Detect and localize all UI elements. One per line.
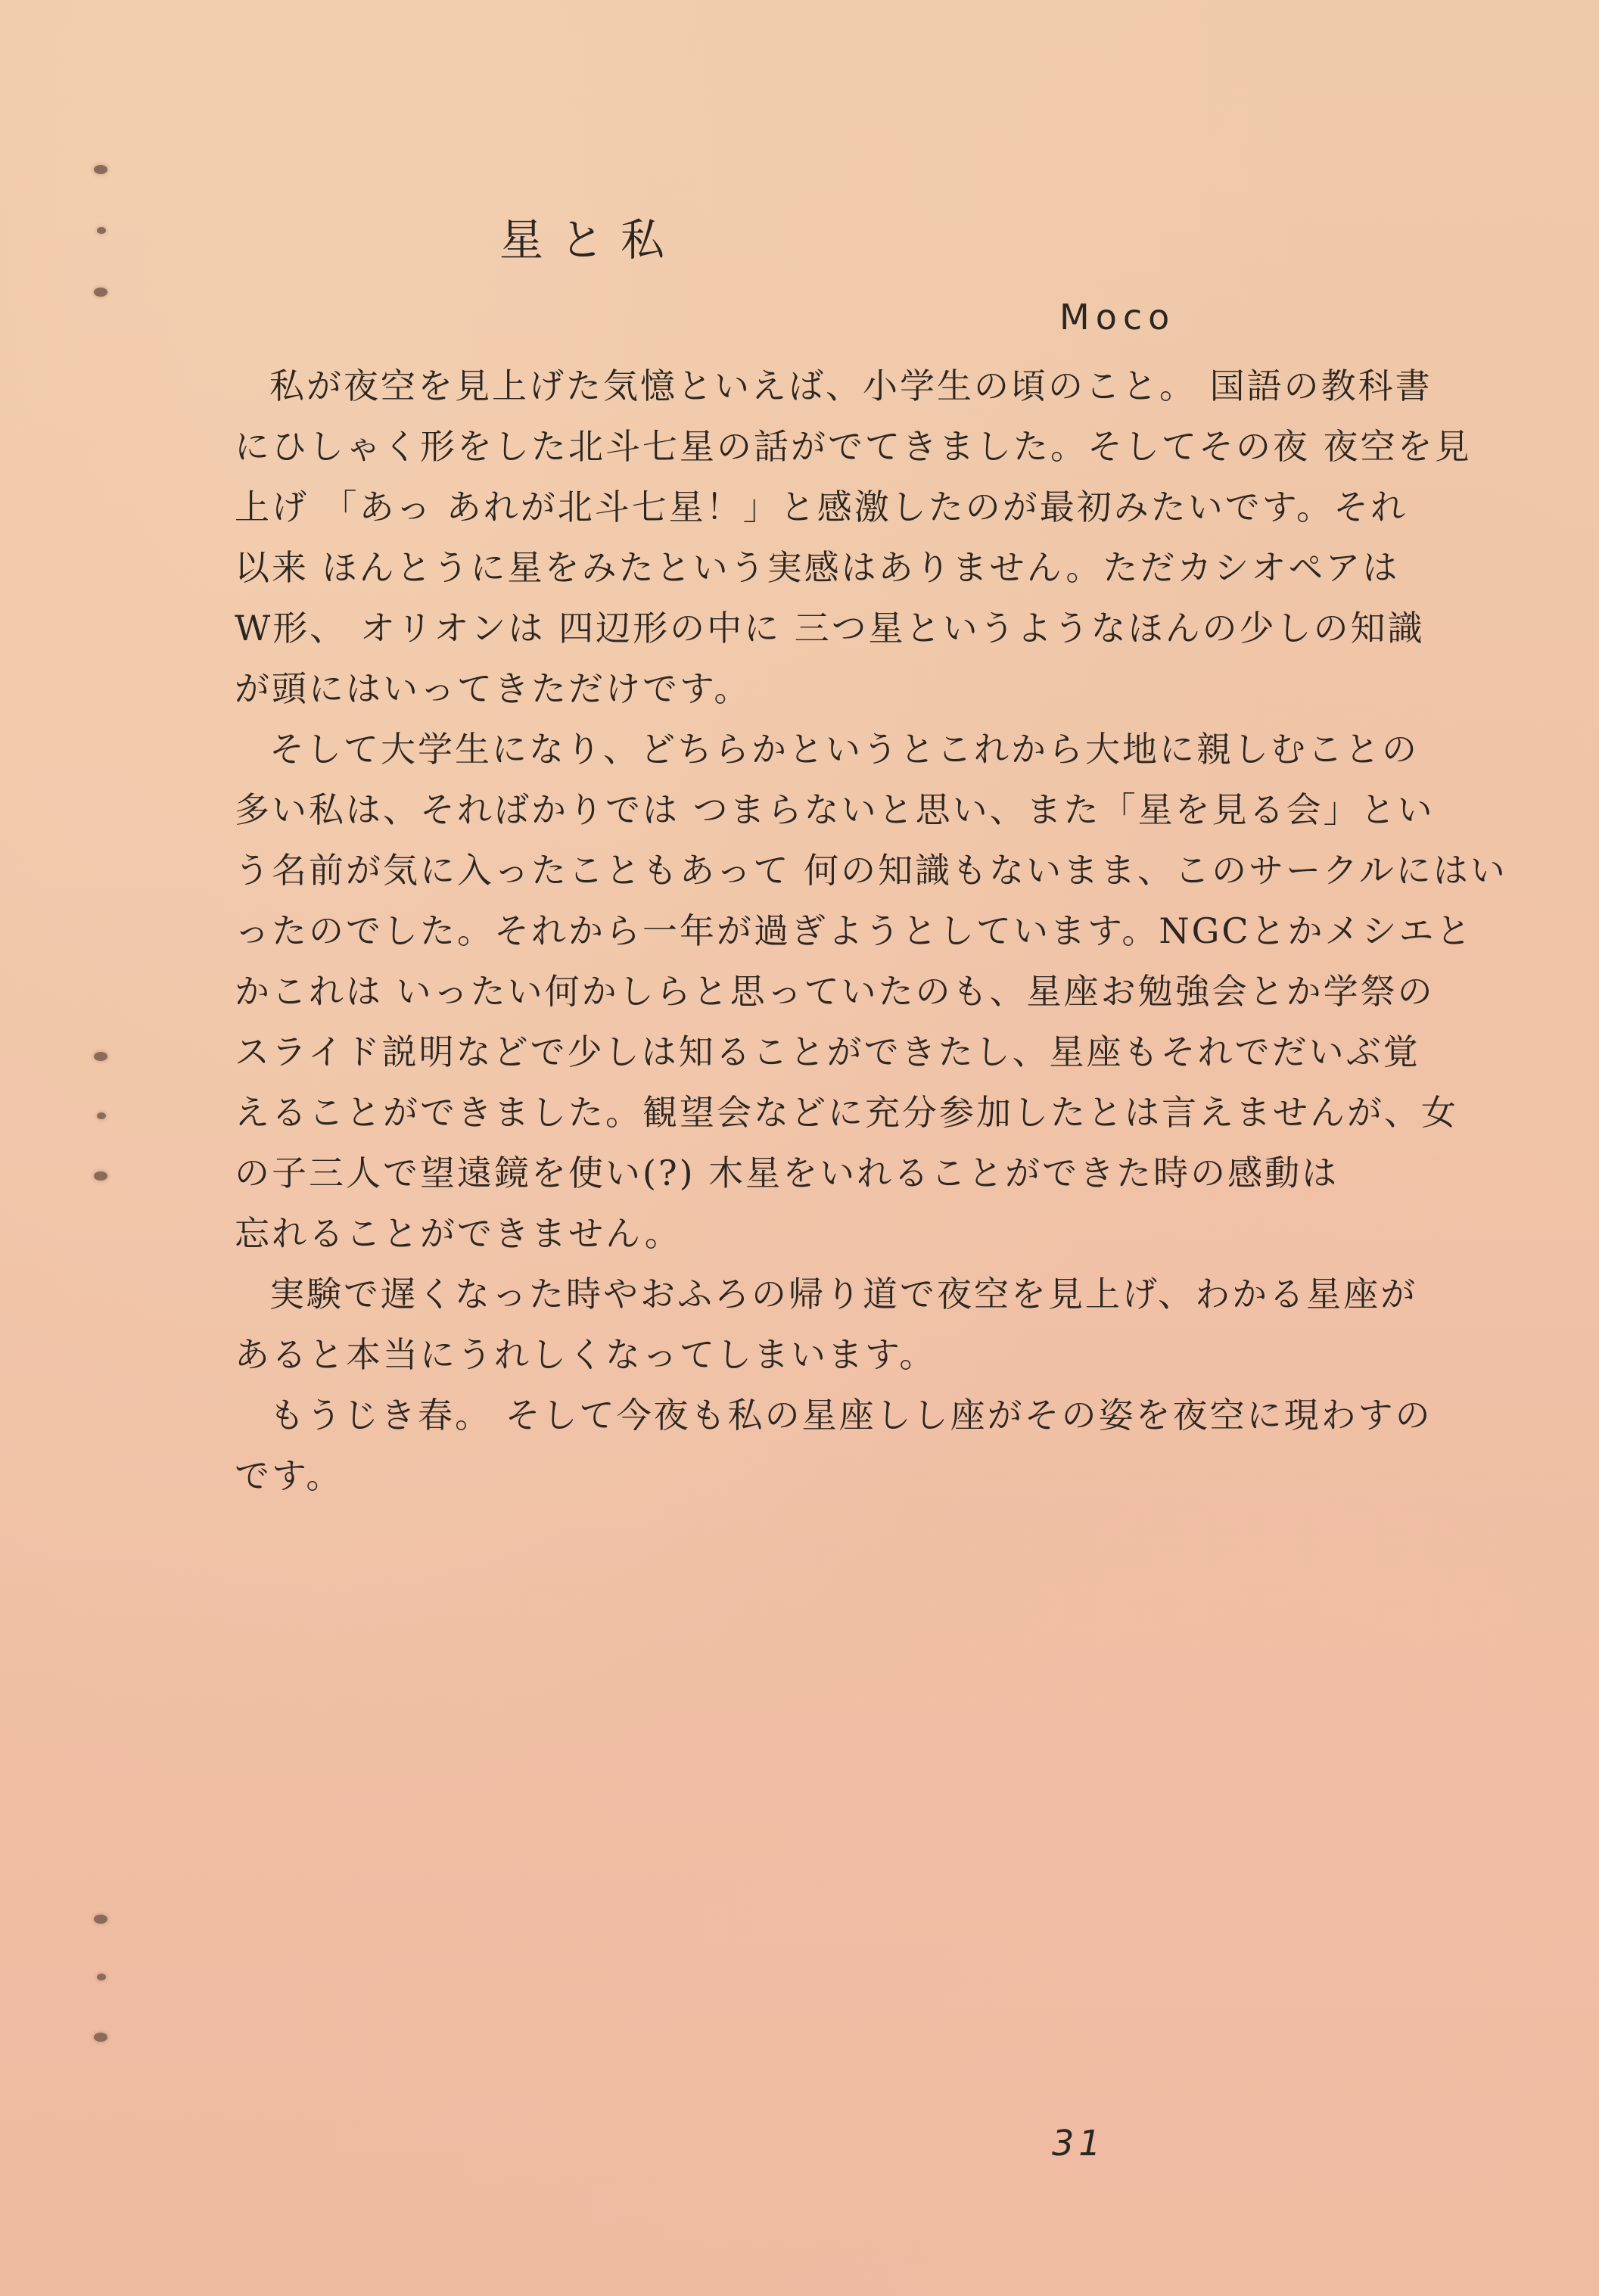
text-line: う名前が気に入ったこともあって 何の知識もないまま、このサークルにはい bbox=[235, 850, 1507, 891]
page-number: 31 bbox=[1052, 2123, 1106, 2164]
text-line: の子三人で望遠鏡を使い(?) 木星をいれることができた時の感動は bbox=[235, 1153, 1339, 1193]
essay-body bbox=[235, 356, 1536, 1506]
text-line: ったのでした。それから一年が過ぎようとしています。NGCとかメシエと bbox=[235, 910, 1473, 951]
binding-hole bbox=[97, 1974, 106, 1980]
binding-hole bbox=[94, 1171, 107, 1181]
text-line: です。 bbox=[235, 1455, 344, 1496]
text-line: もうじき春。 そして今夜も私の星座しし座がその姿を夜空に現わすの bbox=[269, 1395, 1433, 1436]
text-line: 上げ 「あっ あれが北斗七星！」と感激したのが最初みたいです。それ bbox=[235, 487, 1408, 527]
text-line: W形、 オリオンは 四辺形の中に 三つ星というようなほんの少しの知識 bbox=[235, 608, 1425, 649]
text-line: そして大学生になり、どちらかというとこれから大地に親しむことの bbox=[269, 729, 1419, 770]
binding-hole bbox=[94, 288, 107, 297]
text-line: えることができました。観望会などに充分参加したとは言えませんが、女 bbox=[235, 1092, 1458, 1133]
essay-title: 星と私 bbox=[499, 214, 682, 266]
text-line: スライド説明などで少しは知ることができたし、星座もそれでだいぶ覚 bbox=[235, 1031, 1420, 1072]
text-line: 多い私は、そればかりでは つまらないと思い、また「星を見る会」とい bbox=[235, 789, 1435, 830]
text-line: かこれは いったい何かしらと思っていたのも、星座お勉強会とか学祭の bbox=[235, 971, 1435, 1012]
binding-hole bbox=[94, 1915, 107, 1924]
author-name: Moco bbox=[1059, 297, 1176, 338]
text-line: 私が夜空を見上げた気憶といえば、小学生の頃のこと。 国語の教科書 bbox=[269, 366, 1433, 406]
binding-hole bbox=[94, 165, 107, 174]
text-line: 実験で遅くなった時やおふろの帰り道で夜空を見上げ、わかる星座が bbox=[269, 1274, 1418, 1314]
text-line: が頭にはいってきただけです。 bbox=[235, 668, 751, 709]
binding-hole bbox=[94, 1052, 107, 1061]
text-line: あると本当にうれしくなってしまいます。 bbox=[235, 1334, 937, 1375]
binding-hole bbox=[97, 227, 106, 234]
text-line: 以来 ほんとうに星をみたという実感はありません。ただカシオペアは bbox=[235, 547, 1400, 588]
binding-hole bbox=[94, 2033, 107, 2042]
binding-hole bbox=[97, 1112, 106, 1119]
text-line: にひしゃく形をした北斗七星の話がでてきました。そしてその夜 夜空を見 bbox=[235, 426, 1472, 467]
text-line: 忘れることができません。 bbox=[235, 1213, 682, 1254]
